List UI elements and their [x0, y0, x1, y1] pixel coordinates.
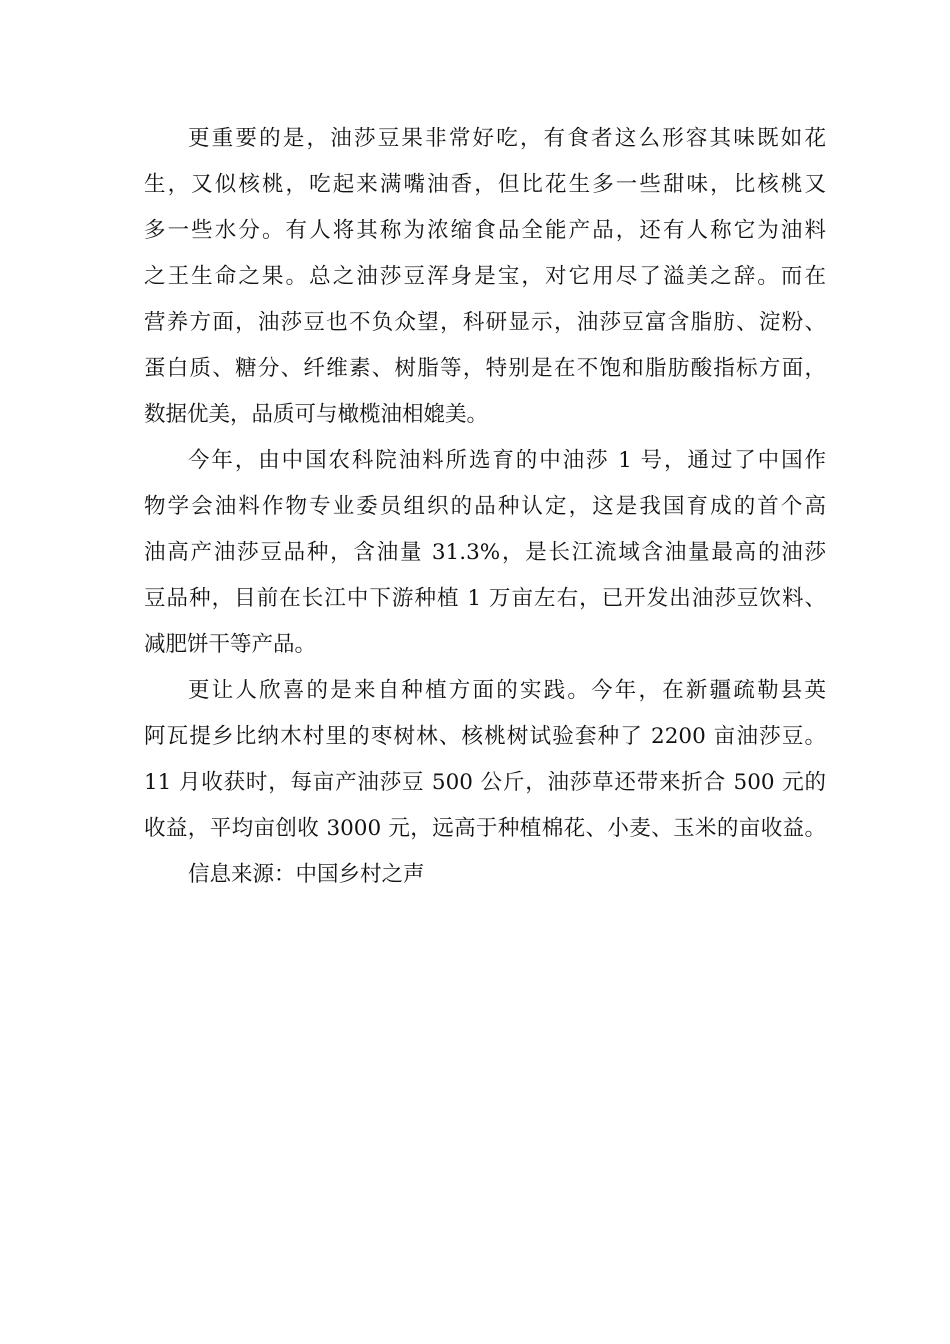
paragraph-2	[144, 438, 826, 668]
paragraph-line: 11 月收获时，每亩产油莎豆 500 公斤，油莎草还带来折合 500 元的	[144, 770, 826, 795]
paragraph-line: 今年，由中国农科院油料所选育的中油莎 1 号，通过了中国作	[188, 448, 826, 473]
source-line: 信息来源：中国乡村之声	[188, 862, 425, 887]
paragraph-line: 收益，平均亩创收 3000 元，远高于种植棉花、小麦、玉米的亩收益。	[144, 816, 826, 841]
paragraph-line: 阿瓦提乡比纳木村里的枣树林、核桃树试验套种了 2200 亩油莎豆。	[144, 724, 826, 749]
paragraph-line: 蛋白质、糖分、纤维素、树脂等，特别是在不饱和脂肪酸指标方面，	[144, 356, 826, 381]
document-body	[144, 116, 826, 898]
paragraph-line: 之王生命之果。总之油莎豆浑身是宝，对它用尽了溢美之辞。而在	[144, 264, 826, 289]
paragraph-line: 豆品种，目前在长江中下游种植 1 万亩左右，已开发出油莎豆饮料、	[144, 586, 826, 611]
paragraph-line: 营养方面，油莎豆也不负众望，科研显示，油莎豆富含脂肪、淀粉、	[144, 310, 826, 335]
paragraph-line: 数据优美，品质可与橄榄油相媲美。	[144, 402, 489, 427]
paragraph-3	[144, 668, 826, 852]
paragraph-line: 油高产油莎豆品种，含油量 31.3%，是长江流域含油量最高的油莎	[144, 540, 826, 565]
paragraph-line: 更重要的是，油莎豆果非常好吃，有食者这么形容其味既如花	[188, 126, 826, 151]
paragraph-line: 更让人欣喜的是来自种植方面的实践。今年，在新疆疏勒县英	[188, 678, 826, 703]
paragraph-line: 多一些水分。有人将其称为浓缩食品全能产品，还有人称它为油料	[144, 218, 826, 243]
paragraph-line: 减肥饼干等产品。	[144, 632, 317, 657]
paragraph-source	[144, 852, 826, 898]
paragraph-1	[144, 116, 826, 438]
paragraph-line: 物学会油料作物专业委员组织的品种认定，这是我国育成的首个高	[144, 494, 826, 519]
paragraph-line: 生，又似核桃，吃起来满嘴油香，但比花生多一些甜味，比核桃又	[144, 172, 826, 197]
